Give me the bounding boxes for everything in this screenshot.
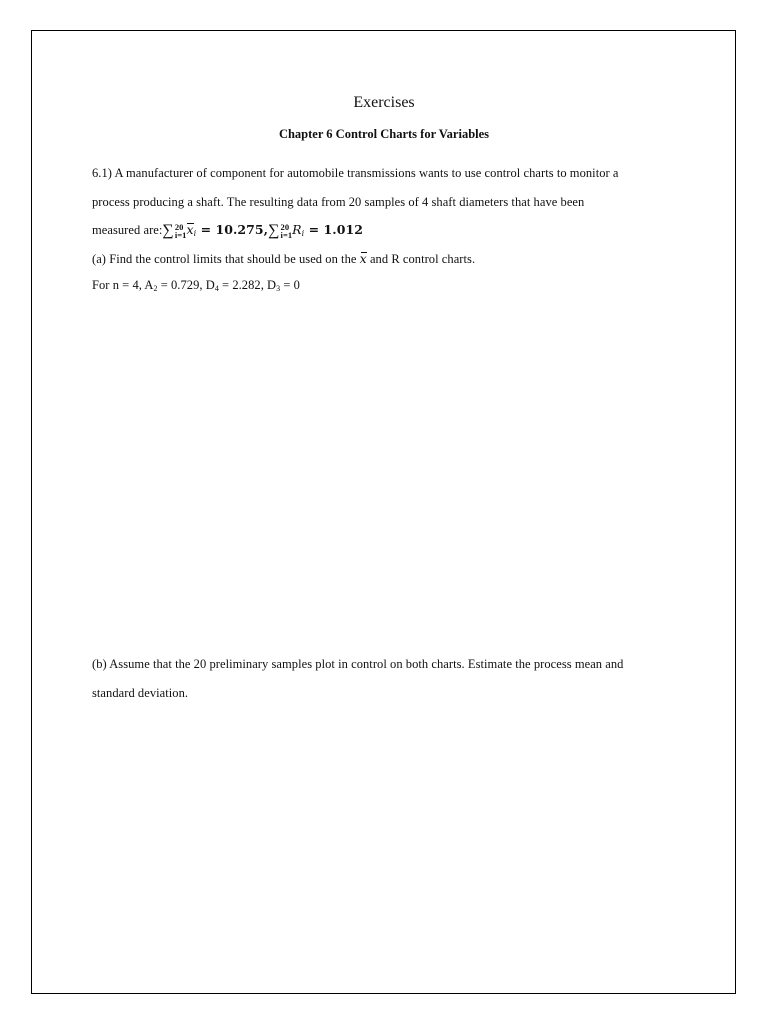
d3-subscript: 3 (276, 284, 281, 293)
sum-symbol-1: ∑ (162, 222, 174, 239)
d4-subscript: 4 (214, 284, 219, 293)
question-line-1: 6.1) A manufacturer of component for automobile transmissions wants to use control charts to monitor a (92, 166, 619, 180)
control-constants (92, 278, 300, 293)
part-a-question (92, 251, 475, 267)
d4-value: = 2.282, D (218, 278, 277, 292)
sum-range-value: = 1.012 (304, 222, 363, 237)
sum-symbol-2: ∑ (268, 222, 280, 239)
sum-xbar-value: = 10.275, (196, 222, 269, 237)
constants-prefix: For n = 4, A (92, 278, 154, 292)
part-b-line-1: (b) Assume that the 20 preliminary samples plot in control on both charts. Estimate the process mean and (92, 657, 624, 671)
a2-value: = 0.729, D (157, 278, 215, 292)
question-line-2: process producing a shaft. The resulting data from 20 samples of 4 shaft diameters that have been (92, 195, 585, 209)
sum-limits-1: 20 i=1 (174, 222, 187, 240)
a2-subscript: 2 (153, 284, 158, 293)
question-line-3 (92, 221, 363, 239)
range-index: i (301, 229, 305, 238)
xbar-index: i (193, 229, 197, 238)
range-variable: R (292, 222, 302, 237)
part-a-text-end: and R control charts. (366, 252, 476, 266)
document-title: Exercises (353, 94, 415, 111)
part-b-line-2: standard deviation. (92, 686, 189, 700)
xbar-variable: x (186, 222, 194, 237)
d3-value: = 0 (280, 278, 300, 292)
part-a-text-start: (a) Find the control limits that should be used on the (92, 252, 360, 266)
sum-limits-2: 20 i=1 (280, 222, 293, 240)
chapter-subtitle: Chapter 6 Control Charts for Variables (278, 127, 490, 141)
measured-prefix: measured are: (92, 223, 163, 237)
part-a-xbar: x (359, 251, 367, 266)
